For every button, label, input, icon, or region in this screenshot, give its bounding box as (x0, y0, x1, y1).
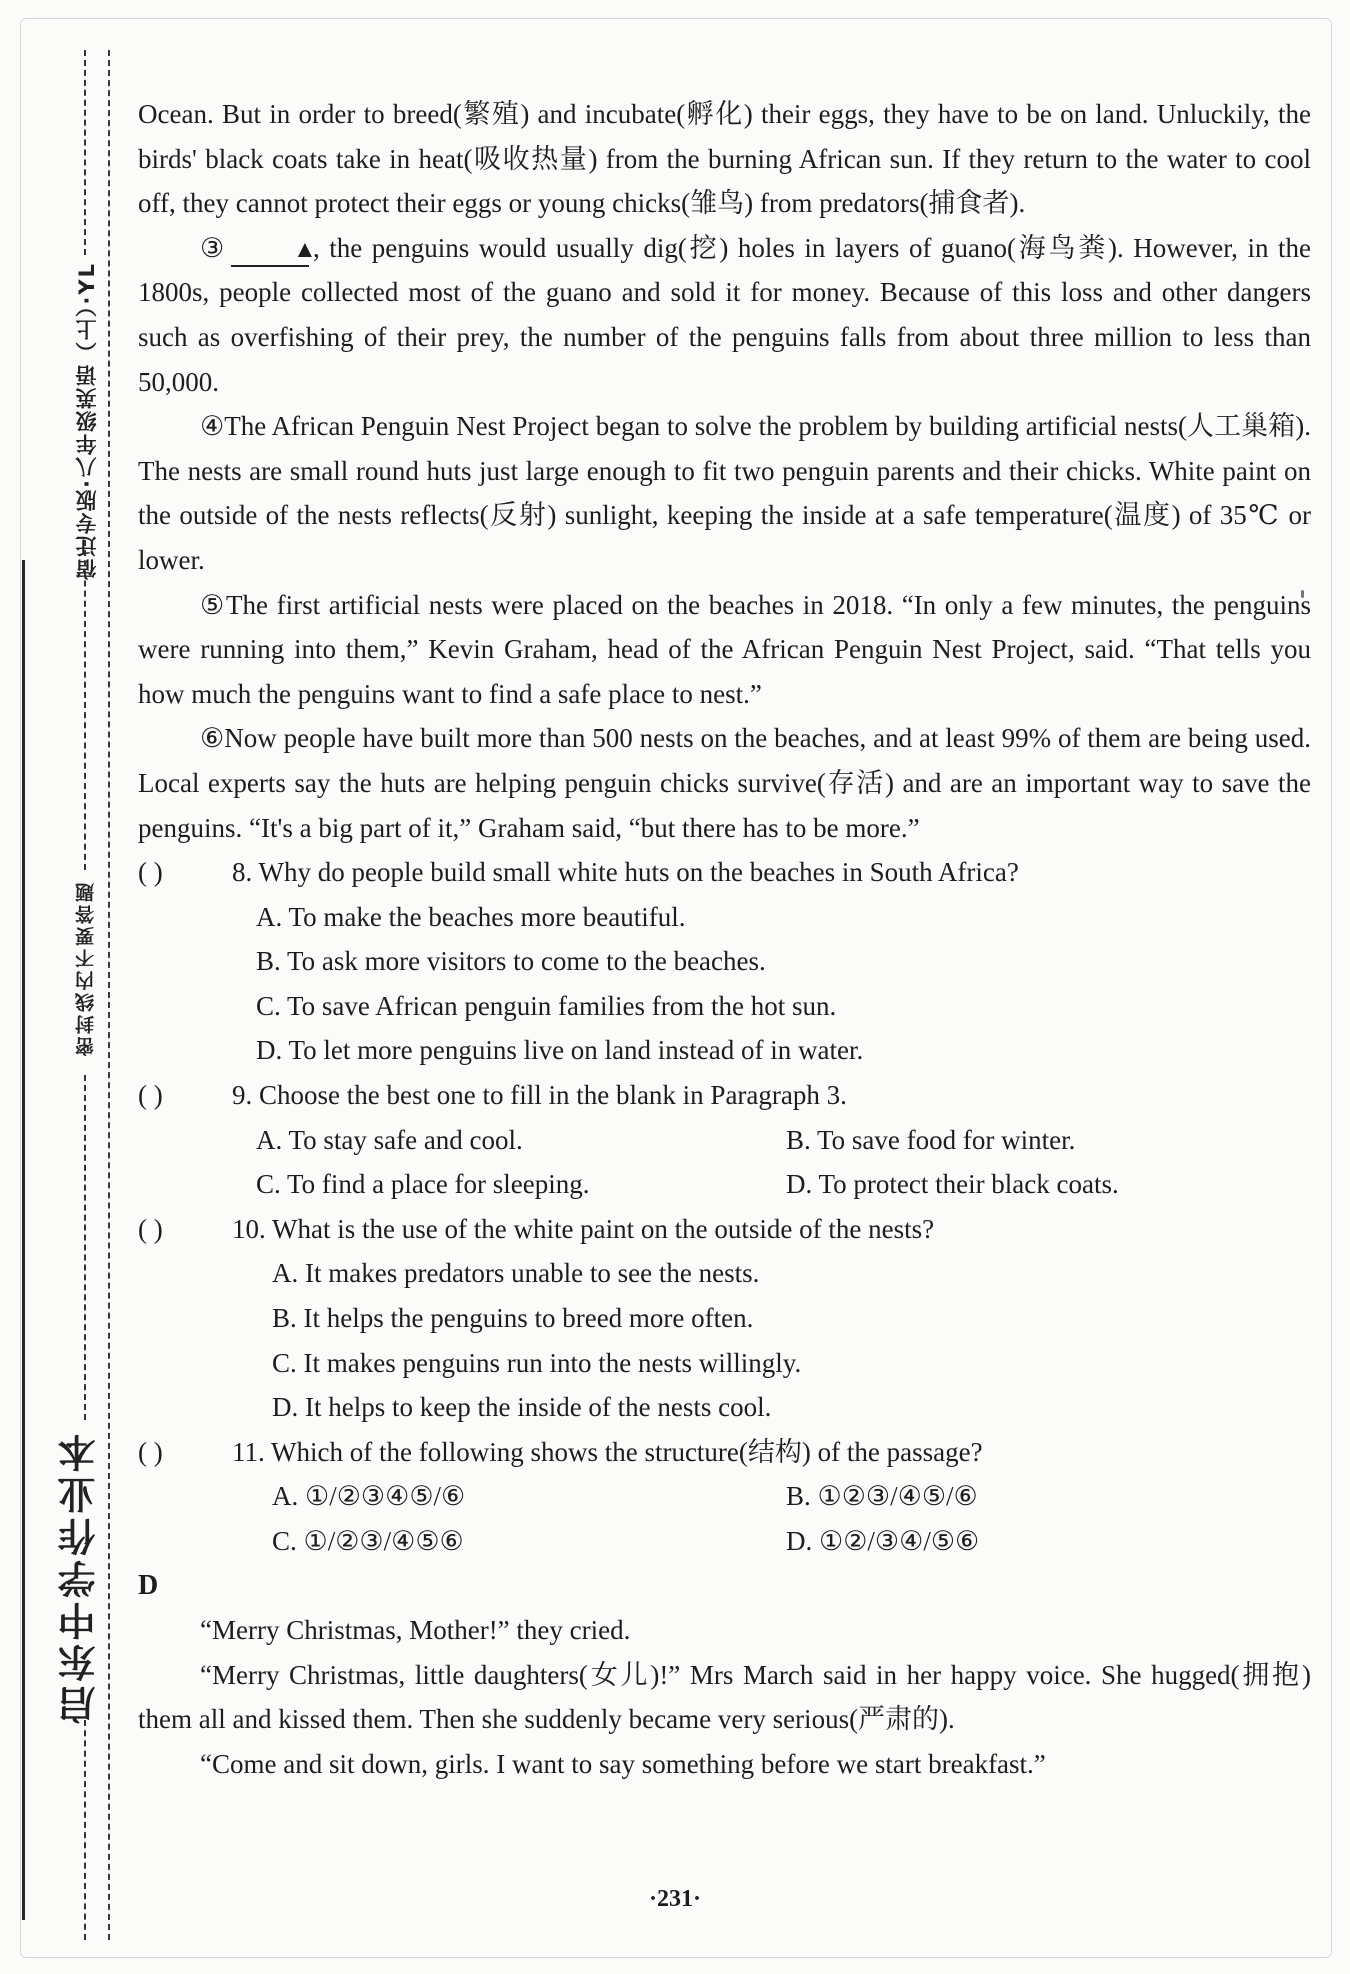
passage-d-line-3: “Come and sit down, girls. I want to say something before we start breakfast.” (200, 1748, 1046, 1779)
option-row (138, 1118, 1311, 1163)
answer-box[interactable]: ( ) (138, 1436, 163, 1467)
option-row (138, 1162, 1311, 1207)
option-a: A. To make the beaches more beautiful. (256, 901, 686, 932)
question-8 (138, 850, 1311, 895)
section-title: D (138, 1569, 159, 1601)
option-b: B. ①②③/④⑤/⑥ (786, 1481, 978, 1512)
seal-dashed-line (108, 50, 110, 1940)
question-stem: 10. What is the use of the white paint on the outside of the nests? (232, 1213, 935, 1244)
option-row (138, 1474, 1311, 1519)
side-rule-lower (84, 1075, 86, 1420)
passage-d-line-2: “Merry Christmas, little daughters(女儿)!” Mrs March said in her happy voice. She hugged(拥抱) them all and kissed them. Then she suddenly became very serious(严肃的). (138, 1659, 1311, 1735)
option-a: A. ①/②③④⑤/⑥ (272, 1481, 466, 1512)
option-b: B. To save food for winter. (786, 1124, 1076, 1155)
paragraph-number: ③ (200, 232, 227, 263)
option-a: A. To stay safe and cool. (256, 1124, 523, 1155)
paragraph-4: ④The African Penguin Nest Project began to solve the problem by building artificial nests(人工巢箱). The nests are small round huts just large enough to fit two penguin parents and their chicks. White paint on the outside of the nests reflects(反射) sunlight, keeping the inside at a safe temperature(温度) of 35℃ or lower. (138, 411, 1311, 575)
answer-box[interactable]: ( ) (138, 1213, 163, 1244)
page-content (138, 92, 1311, 1787)
question-stem: 8. Why do people build small white huts on the beaches in South Africa? (232, 857, 1019, 888)
side-rule-upper (84, 540, 86, 870)
answer-blank (231, 235, 317, 267)
answer-box[interactable]: ( ) (138, 857, 163, 888)
option-d: D. ①②/③④/⑤⑥ (786, 1526, 980, 1556)
triangle-icon: ▲ (292, 236, 317, 263)
page-number: ·231· (648, 1886, 701, 1912)
option-c: C. To save African penguin families from the hot sun. (256, 990, 837, 1021)
option-b: B. It helps the penguins to breed more often. (272, 1303, 754, 1334)
seal-line-warning: 密封线内不要答题 (75, 880, 97, 1056)
paragraph-2-continued: Ocean. But in order to breed(繁殖) and incubate(孵化) their eggs, they have to be on land. Unluckily, the birds' black coats take in heat(吸收热量) from the burning African sun. If they return to the water to cool off, they cannot protect their eggs or young chicks(雏鸟) from predators(捕食者). (138, 99, 1311, 219)
option-c: C. ①/②③/④⑤⑥ (272, 1526, 464, 1556)
question-9 (138, 1073, 1311, 1118)
workbook-title: 启东中学作业本 (58, 1430, 102, 1724)
question-stem: 11. Which of the following shows the structure(结构) of the passage? (232, 1436, 983, 1467)
paragraph-5: ⑤The first artificial nests were placed on the beaches in 2018. “In only a few minutes, the penguins were running into them,” Kevin Graham, head of the African Penguin Nest Project, said. “That tells you how much the penguins want to find a safe place to nest.” (138, 589, 1311, 709)
question-stem: 9. Choose the best one to fill in the blank in Paragraph 3. (232, 1080, 847, 1111)
option-d: D. It helps to keep the inside of the nests cool. (272, 1392, 772, 1423)
binding-edge-line (22, 560, 25, 1920)
option-row (138, 1519, 1311, 1564)
edition-label: 宿迁专版·八年级英语（上）·YL (75, 262, 99, 581)
question-10 (138, 1207, 1311, 1252)
paragraph-3 (138, 226, 1311, 404)
option-d: D. To let more penguins live on land instead of in water. (256, 1035, 864, 1066)
side-rule-top (84, 50, 86, 255)
answer-box[interactable]: ( ) (138, 1080, 163, 1111)
passage-d-line-1: “Merry Christmas, Mother!” they cried. (200, 1615, 631, 1646)
option-b: B. To ask more visitors to come to the beaches. (256, 946, 766, 977)
paragraph-3-text: , the penguins would usually dig(挖) holes in layers of guano(海鸟粪). However, in the 1800s, people collected most of the guano and sold it for money. Because of this loss and other dangers such as overfishing of their prey, the number of the penguins falls from about three million to less than 50,000. (138, 232, 1311, 397)
option-a: A. It makes predators unable to see the nests. (272, 1258, 760, 1289)
option-c: C. To find a place for sleeping. (256, 1169, 590, 1200)
option-c: C. It makes penguins run into the nests willingly. (272, 1347, 802, 1378)
question-11 (138, 1430, 1311, 1475)
option-d: D. To protect their black coats. (786, 1169, 1119, 1200)
paragraph-6: ⑥Now people have built more than 500 nests on the beaches, and at least 99% of them are being used. Local experts say the huts are helping penguin chicks survive(存活) and are an important way to save the penguins. “It's a big part of it,” Graham said, “but there has to be more.” (138, 723, 1311, 843)
